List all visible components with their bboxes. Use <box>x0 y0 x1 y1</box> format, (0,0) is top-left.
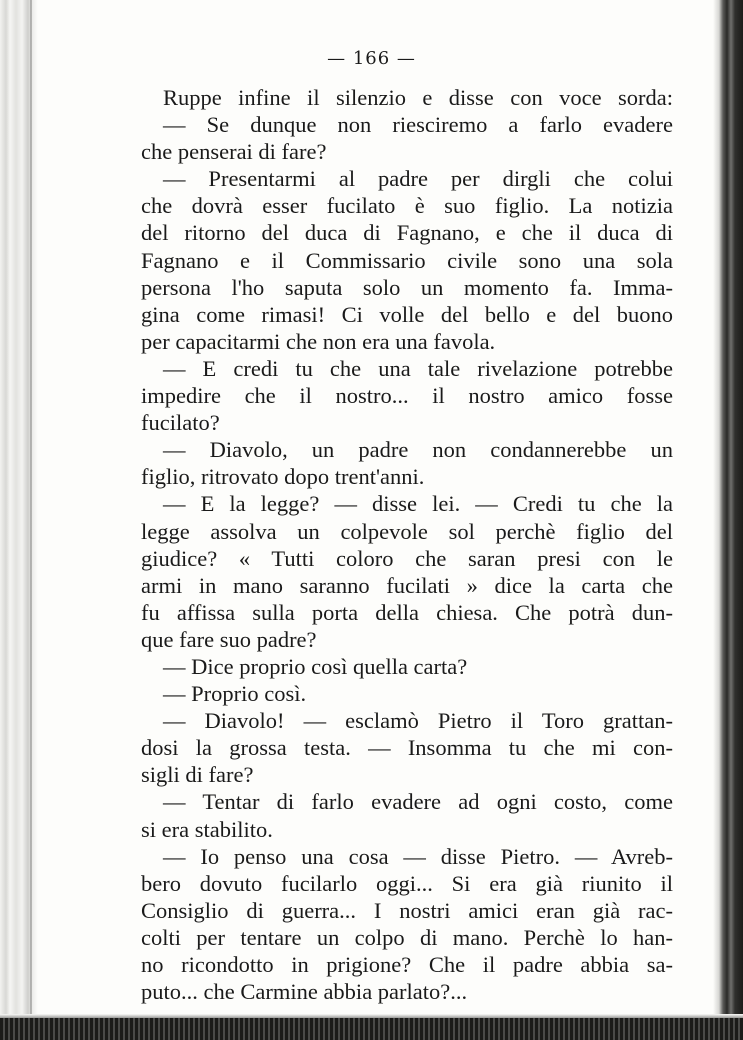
text-line: — Dice proprio così quella carta? <box>163 653 468 679</box>
text-line: — E la legge? — disse lei. — Credi tu che la <box>163 491 673 517</box>
text-line: che penserai di fare? <box>141 139 327 165</box>
page-binding-left <box>0 0 38 1040</box>
text-line: legge assolva un colpevole sol perchè figlio del <box>141 518 673 544</box>
text-line: — Diavolo, un padre non condannerebbe un <box>163 437 673 463</box>
text-line: fu affissa sulla porta della chiesa. Che potrà dun- <box>141 599 673 625</box>
text-line: del ritorno del duca di Fagnano, e che il duca di <box>141 220 673 246</box>
text-line: persona l'ho saputa solo un momento fa. Imma- <box>141 274 673 300</box>
text-line: per capacitarmi che non era una favola. <box>141 328 496 354</box>
text-line: que fare suo padre? <box>141 626 317 652</box>
text-line: fucilato? <box>141 410 220 436</box>
text-line: puto... che Carmine abbia parlato?... <box>141 979 468 1005</box>
text-line: giudice? « Tutti coloro che saran presi con le <box>141 545 673 571</box>
text-line: sigli di fare? <box>141 762 254 788</box>
text-line: — E credi tu che una tale rivelazione potrebbe <box>163 355 673 381</box>
text-line: no ricondotto in prigione? Che il padre abbia sa- <box>141 952 673 977</box>
text-line: Ruppe infine il silenzio e disse con voce sorda: <box>163 85 673 110</box>
text-line: — Presentarmi al padre per dirgli che colui <box>163 166 673 192</box>
page-edge-right <box>713 0 743 1040</box>
text-line: — Proprio così. <box>163 681 307 707</box>
text-line: gina come rimasi! Ci volle del bello e del buono <box>141 301 673 327</box>
text-line: impedire che il nostro... il nostro amico fosse <box>141 383 673 409</box>
text-line: figlio, ritrovato dopo trent'anni. <box>141 464 425 490</box>
text-line: dosi la grossa testa. — Insomma tu che mi con- <box>141 735 673 761</box>
text-line: Consiglio di guerra... I nostri amici eran già rac- <box>141 897 673 923</box>
page-edge-bottom <box>0 1018 743 1040</box>
page-number: — 166 — <box>327 48 416 69</box>
text-line: colti per tentare un colpo di mano. Perchè lo han- <box>141 924 673 950</box>
text-line: — Tentar di farlo evadere ad ogni costo, come <box>163 789 673 815</box>
text-line: armi in mano saranno fucilati » dice la carta che <box>141 572 673 598</box>
text-line: si era stabilito. <box>141 816 273 842</box>
text-line: — Se dunque non riesciremo a farlo evadere <box>163 112 673 138</box>
text-line: bero dovuto fucilarlo oggi... Si era già riunito il <box>141 870 673 896</box>
text-line: — Io penso una cosa — disse Pietro. — Avreb- <box>163 843 673 869</box>
text-line: Fagnano e il Commissario civile sono una sola <box>141 247 673 273</box>
text-line: che dovrà esser fucilato è suo figlio. La notizia <box>141 193 673 219</box>
text-line: — Diavolo! — esclamò Pietro il Toro grattan- <box>163 708 673 734</box>
body-text <box>141 84 673 1005</box>
